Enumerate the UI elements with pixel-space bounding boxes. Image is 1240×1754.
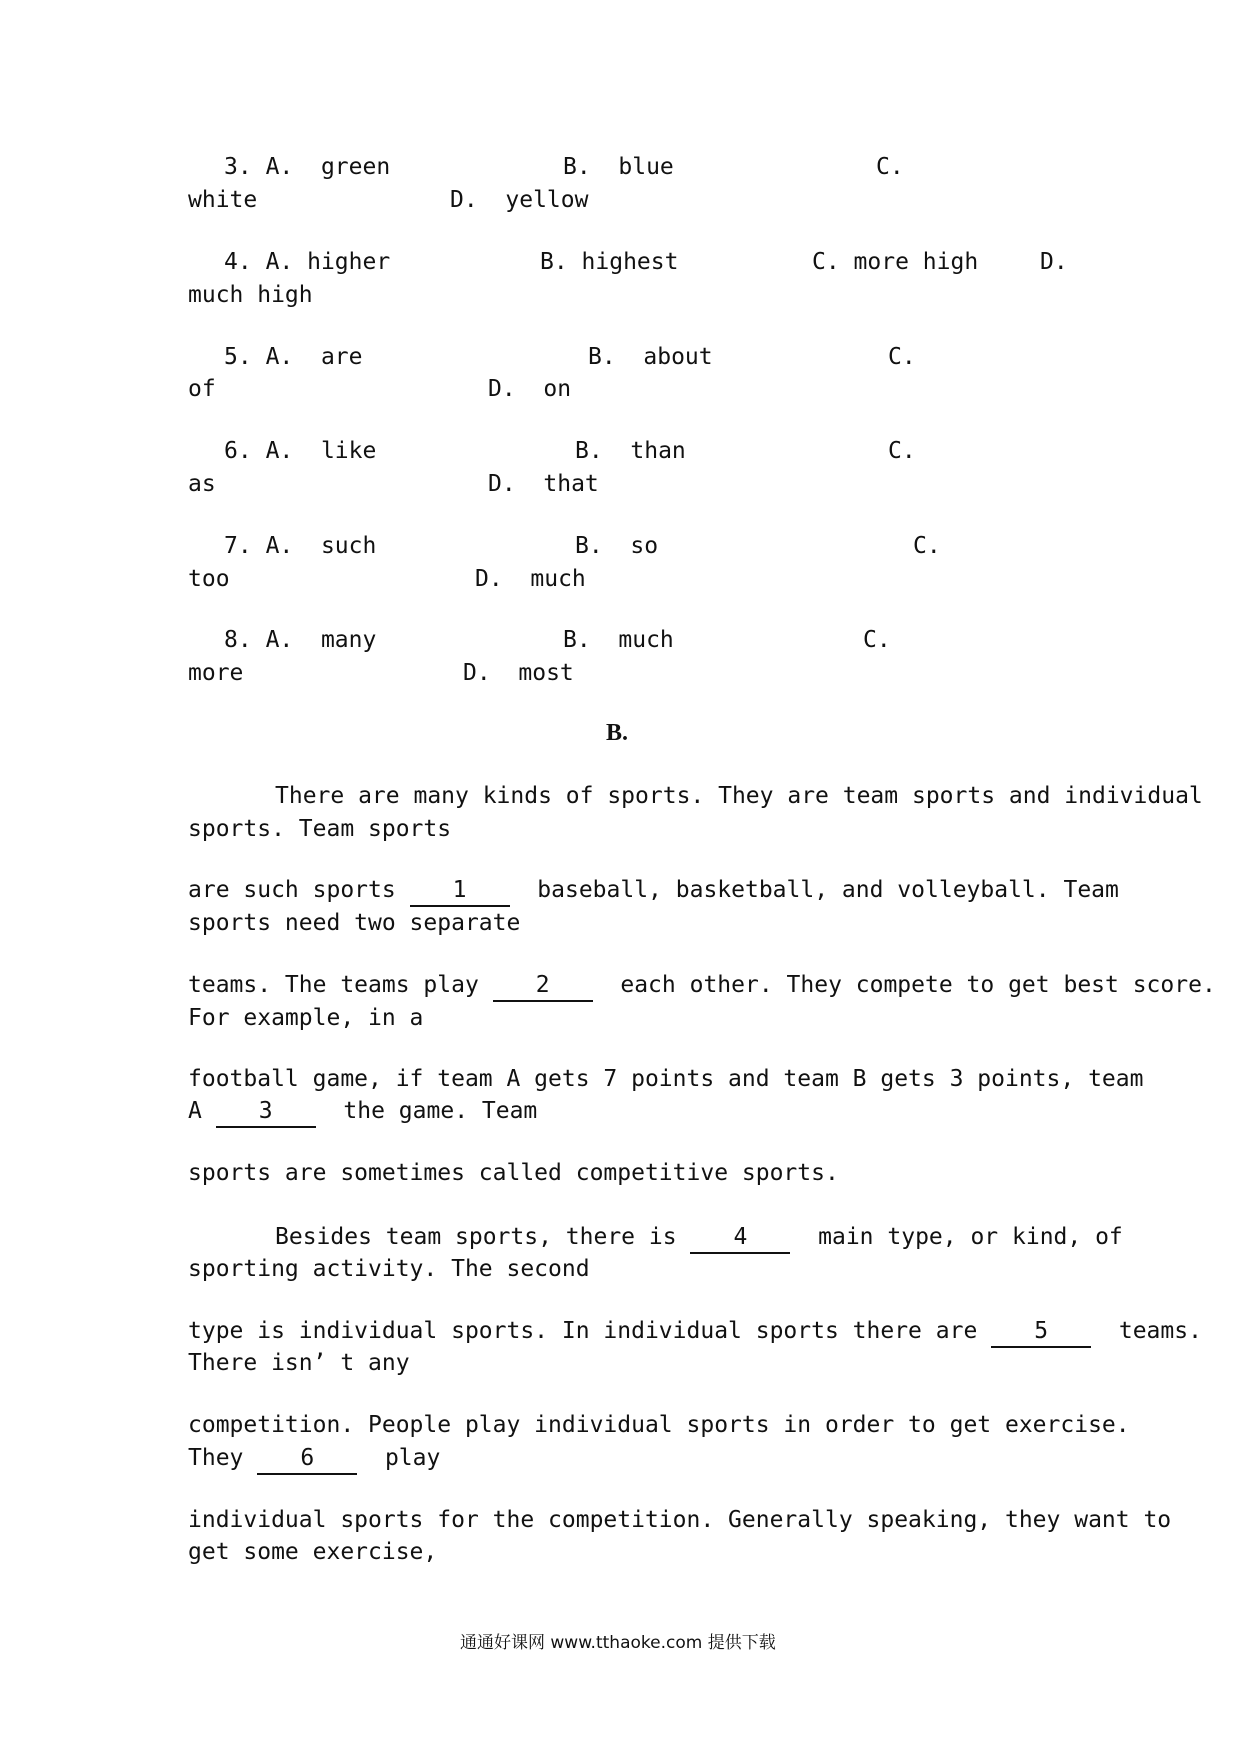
question-number: 8. xyxy=(224,627,252,653)
option-d-text: much high xyxy=(188,282,313,308)
passage-line: There isn’ t any xyxy=(188,1350,410,1376)
blank-5[interactable]: 5 xyxy=(991,1316,1091,1348)
passage-line: type is individual sports. In individual sports there are 5 teams. xyxy=(188,1316,1202,1348)
option-a: A. like xyxy=(265,438,377,464)
question-number: 7. xyxy=(224,533,252,559)
question-number: 5. xyxy=(224,344,252,370)
passage-line: are such sports 1 baseball, basketball, and volleyball. Team xyxy=(188,875,1119,907)
page-footer: 通通好课网 www.tthaoke.com 提供下载 xyxy=(460,1633,776,1653)
option-a: A. many xyxy=(265,627,377,653)
option-a: A. green xyxy=(265,154,391,180)
option-d: D. yellow xyxy=(450,187,589,213)
option-row-4 xyxy=(224,247,390,277)
passage-line: sporting activity. The second xyxy=(188,1256,590,1282)
passage-line: sports. Team sports xyxy=(188,816,452,842)
passage-line: individual sports for the competition. Generally speaking, they want to xyxy=(188,1507,1172,1533)
option-c: C. xyxy=(888,344,916,370)
option-d: D. that xyxy=(488,471,599,497)
option-a: A. such xyxy=(265,533,377,559)
option-b: B. so xyxy=(575,533,659,559)
question-number: 3. xyxy=(224,154,252,180)
option-d: D. xyxy=(1040,249,1068,275)
passage-line: There are many kinds of sports. They are team sports and individual xyxy=(275,783,1203,809)
option-c: C. xyxy=(888,438,916,464)
blank-3[interactable]: 3 xyxy=(216,1096,316,1128)
option-c-text: of xyxy=(188,376,216,402)
option-c-text: white xyxy=(188,187,258,213)
option-row-8 xyxy=(224,625,376,655)
passage-line: football game, if team A gets 7 points and team B gets 3 points, team xyxy=(188,1066,1144,1092)
option-c: C. xyxy=(863,627,891,653)
blank-6[interactable]: 6 xyxy=(257,1443,357,1475)
blank-2[interactable]: 2 xyxy=(493,970,593,1002)
option-b: B. much xyxy=(563,627,674,653)
option-b: B. highest xyxy=(540,249,679,275)
passage-line: sports are sometimes called competitive sports. xyxy=(188,1160,839,1186)
passage-line: For example, in a xyxy=(188,1005,424,1031)
option-a: A. higher xyxy=(265,249,391,275)
blank-1[interactable]: 1 xyxy=(410,875,510,907)
option-d: D. most xyxy=(463,660,574,686)
question-number: 4. xyxy=(224,249,252,275)
option-b: B. than xyxy=(575,438,686,464)
passage-line: sports need two separate xyxy=(188,910,521,936)
option-c-text: too xyxy=(188,566,230,592)
option-b: B. about xyxy=(588,344,713,370)
passage-line: get some exercise, xyxy=(188,1539,438,1565)
section-heading: B. xyxy=(606,720,629,746)
passage-line: A 3 the game. Team xyxy=(188,1096,537,1128)
option-row-3 xyxy=(224,152,390,182)
passage-line: They 6 play xyxy=(188,1443,440,1475)
option-c: C. xyxy=(913,533,941,559)
option-c: C. xyxy=(876,154,904,180)
option-a: A. are xyxy=(265,344,363,370)
option-d: D. on xyxy=(488,376,572,402)
option-row-5 xyxy=(224,342,363,372)
option-b: B. blue xyxy=(563,154,674,180)
blank-4[interactable]: 4 xyxy=(690,1222,790,1254)
passage-line: teams. The teams play 2 each other. They compete to get best score. xyxy=(188,970,1216,1002)
passage-line: Besides team sports, there is 4 main type, or kind, of xyxy=(275,1222,1123,1254)
option-row-6 xyxy=(224,436,376,466)
option-c: C. more high xyxy=(812,249,979,275)
option-c-text: more xyxy=(188,660,244,686)
question-number: 6. xyxy=(224,438,252,464)
option-c-text: as xyxy=(188,471,216,497)
option-d: D. much xyxy=(475,566,586,592)
passage-line: competition. People play individual sports in order to get exercise. xyxy=(188,1412,1130,1438)
option-row-7 xyxy=(224,531,376,561)
